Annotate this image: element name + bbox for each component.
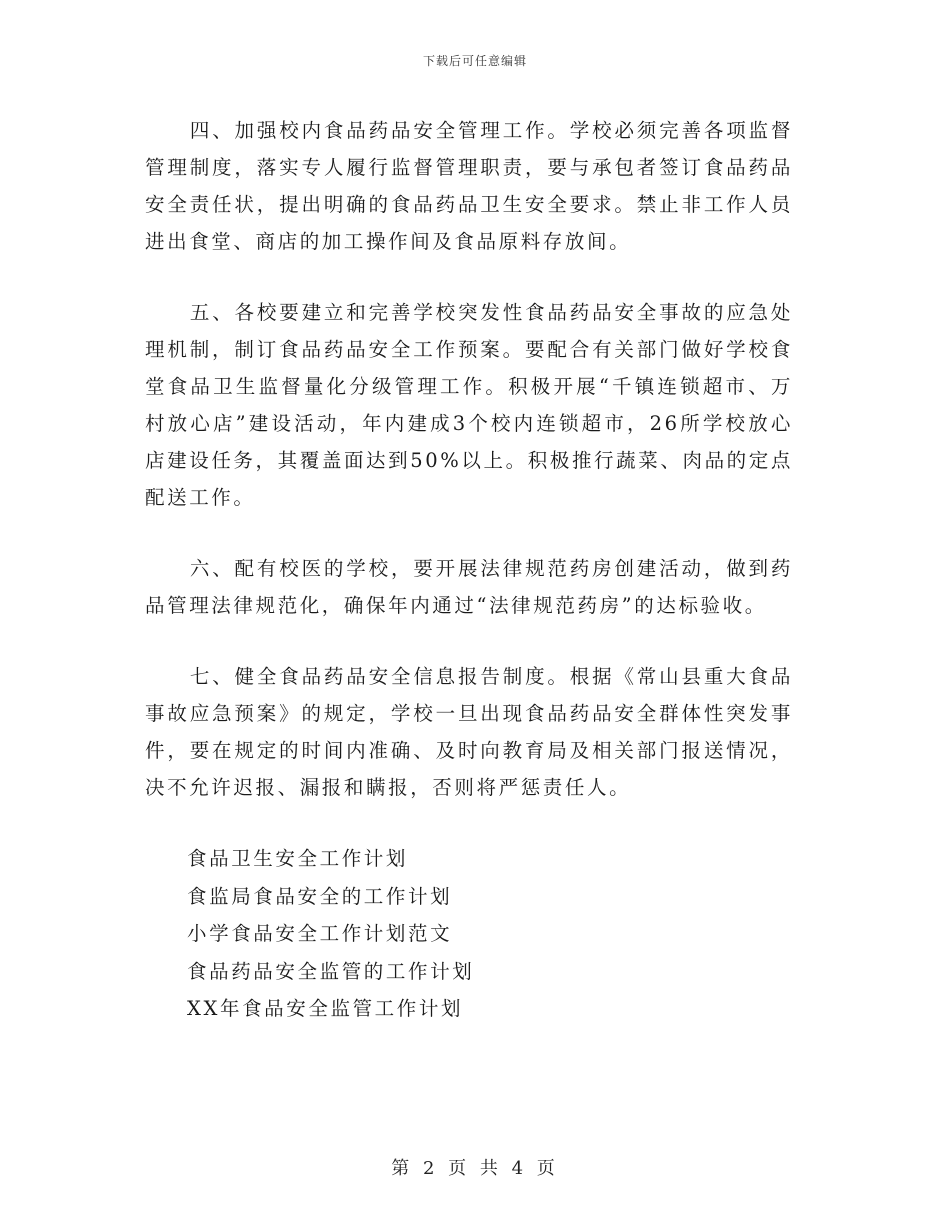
related-link-food-hygiene-plan[interactable]: 食品卫生安全工作计划 <box>187 847 409 870</box>
related-link-food-bureau-plan[interactable]: 食监局食品安全的工作计划 <box>187 884 453 908</box>
paragraph-7: 七、健全食品药品安全信息报告制度。根据《常山县重大食品事故应急预案》的规定，学校一旦出现食品药品安全群体性突发事件，要在规定的时间内准确、及时向教育局及相关部门报送情况，决不允许迟报、漏报和瞒报，否则将严惩责任人。 <box>145 665 793 799</box>
paragraph-4: 四、加强校内食品药品安全管理工作。学校必须完善各项监督管理制度，落实专人履行监督管理职责，要与承包者签订食品药品安全责任状，提出明确的食品药品卫生安全要求。禁止非工作人员进出食堂、商店的加工操作间及食品原料存放间。 <box>145 119 793 253</box>
document-body <box>145 112 793 1028</box>
related-links-list <box>145 840 793 1028</box>
related-link-drug-supervision-plan[interactable]: 食品药品安全监管的工作计划 <box>187 959 475 983</box>
page-number: 第 2 页 共 4 页 <box>391 1158 559 1179</box>
paragraph-5: 五、各校要建立和完善学校突发性食品药品安全事故的应急处理机制，制订食品药品安全工作预案。要配合有关部门做好学校食堂食品卫生监督量化分级管理工作。积极开展“千镇连锁超市、万村放心店”建设活动，年内建成3个校内连锁超市，26所学校放心店建设任务，其覆盖面达到50%以上。积极推行蔬菜、肉品的定点配送工作。 <box>145 301 793 509</box>
related-link-xx-year-plan[interactable]: XX年食品安全监管工作计划 <box>187 997 464 1020</box>
page-header: 下载后可任意编辑 <box>422 54 527 68</box>
related-link-primary-school-plan[interactable]: 小学食品安全工作计划范文 <box>187 922 453 945</box>
paragraph-6: 六、配有校医的学校，要开展法律规范药房创建活动，做到药品管理法律规范化，确保年内通过“法律规范药房”的达标验收。 <box>145 557 793 617</box>
